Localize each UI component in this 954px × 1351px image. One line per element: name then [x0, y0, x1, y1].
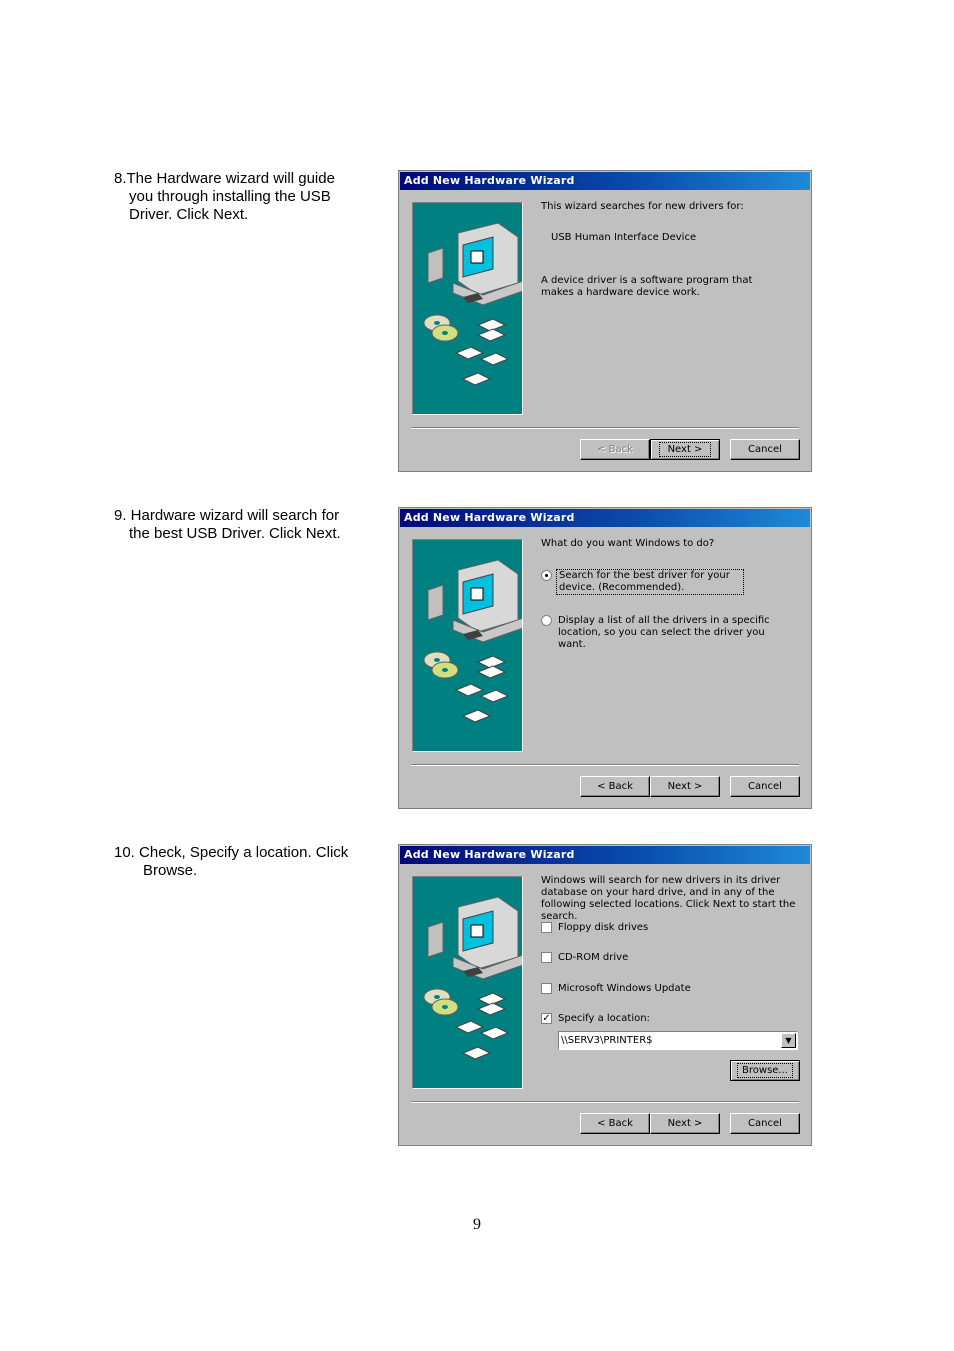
cancel-button[interactable]: Cancel: [730, 776, 800, 797]
dialog-separator: [411, 1101, 799, 1103]
dialog-separator: [411, 764, 799, 766]
back-button[interactable]: < Back: [580, 776, 650, 797]
dialog-content: [541, 538, 801, 550]
dialog-title-bar[interactable]: Add New Hardware Wizard: [400, 509, 810, 527]
step-9-line-1: 9. Hardware wizard will search for: [114, 507, 340, 524]
dialog-separator: [411, 427, 799, 429]
radio-selected-icon[interactable]: [541, 570, 552, 581]
step-9-instructions: [114, 507, 374, 543]
radio-unselected-icon[interactable]: [541, 615, 552, 626]
step-10-line-1: 10. Check, Specify a location. Click: [114, 844, 349, 861]
back-button[interactable]: < Back: [580, 439, 650, 460]
checkbox-label: Microsoft Windows Update: [558, 983, 691, 994]
wizard-illustration: [412, 539, 523, 752]
next-button[interactable]: [650, 439, 720, 460]
step-10-line-2: Browse.: [143, 862, 198, 879]
wizard-illustration: [412, 876, 523, 1089]
dialog-title-bar[interactable]: Add New Hardware Wizard: [400, 172, 810, 190]
step-8-instructions: [114, 170, 374, 224]
wizard-intro-text: Windows will search for new drivers in its driver database on your hard drive, and in any of the following selected locations. Click Next to start the search.: [541, 875, 796, 922]
browse-button[interactable]: [730, 1060, 800, 1081]
wizard-dialog-step-8: [398, 170, 812, 472]
location-value: \\SERV3\PRINTER$: [561, 1035, 653, 1046]
device-name: USB Human Interface Device: [551, 232, 697, 243]
page-number: 9: [473, 1216, 481, 1233]
step-10-instructions: [114, 844, 374, 880]
radio-display-label: Display a list of all the drivers in a specific location, so you can select the driver you want.: [558, 615, 770, 650]
back-button[interactable]: < Back: [580, 1113, 650, 1134]
wizard-illustration: [412, 202, 523, 415]
checkbox-label: Specify a location:: [558, 1013, 650, 1024]
dialog-content: [541, 201, 801, 299]
computer-and-disks-icon: [413, 540, 522, 751]
checkbox-unchecked-icon[interactable]: [541, 922, 552, 933]
checkbox-label: Floppy disk drives: [558, 922, 649, 933]
step-8-line-1: 8.The Hardware wizard will guide: [114, 170, 335, 187]
dialog-content: [541, 875, 799, 923]
location-combo-box[interactable]: [558, 1031, 798, 1050]
cancel-button[interactable]: Cancel: [730, 439, 800, 460]
checkbox-unchecked-icon[interactable]: [541, 952, 552, 963]
computer-and-disks-icon: [413, 877, 522, 1088]
checkmark-icon[interactable]: ✓: [542, 1013, 551, 1024]
next-button[interactable]: Next >: [650, 776, 720, 797]
next-button[interactable]: Next >: [650, 1113, 720, 1134]
checkbox-unchecked-icon[interactable]: [541, 983, 552, 994]
radio-search-label: Search for the best driver for your device. (Recommended).: [556, 569, 744, 595]
step-8-line-2: you through installing the USB: [129, 188, 331, 205]
dialog-title-bar[interactable]: Add New Hardware Wizard: [400, 846, 810, 864]
browse-button-label: Browse...: [737, 1063, 793, 1078]
wizard-dialog-step-9: [398, 507, 812, 809]
dropdown-arrow-icon[interactable]: ▼: [781, 1033, 796, 1048]
wizard-intro-text: This wizard searches for new drivers for:: [541, 201, 744, 212]
computer-and-disks-icon: [413, 203, 522, 414]
step-8-line-3: Driver. Click Next.: [129, 206, 249, 223]
step-9-line-2: the best USB Driver. Click Next.: [129, 525, 341, 542]
wizard-question: What do you want Windows to do?: [541, 538, 715, 549]
driver-description: A device driver is a software program that makes a hardware device work.: [541, 275, 753, 298]
checkbox-label: CD-ROM drive: [558, 952, 629, 963]
wizard-dialog-step-10: [398, 844, 812, 1146]
next-button-label: Next >: [659, 442, 712, 457]
cancel-button[interactable]: Cancel: [730, 1113, 800, 1134]
